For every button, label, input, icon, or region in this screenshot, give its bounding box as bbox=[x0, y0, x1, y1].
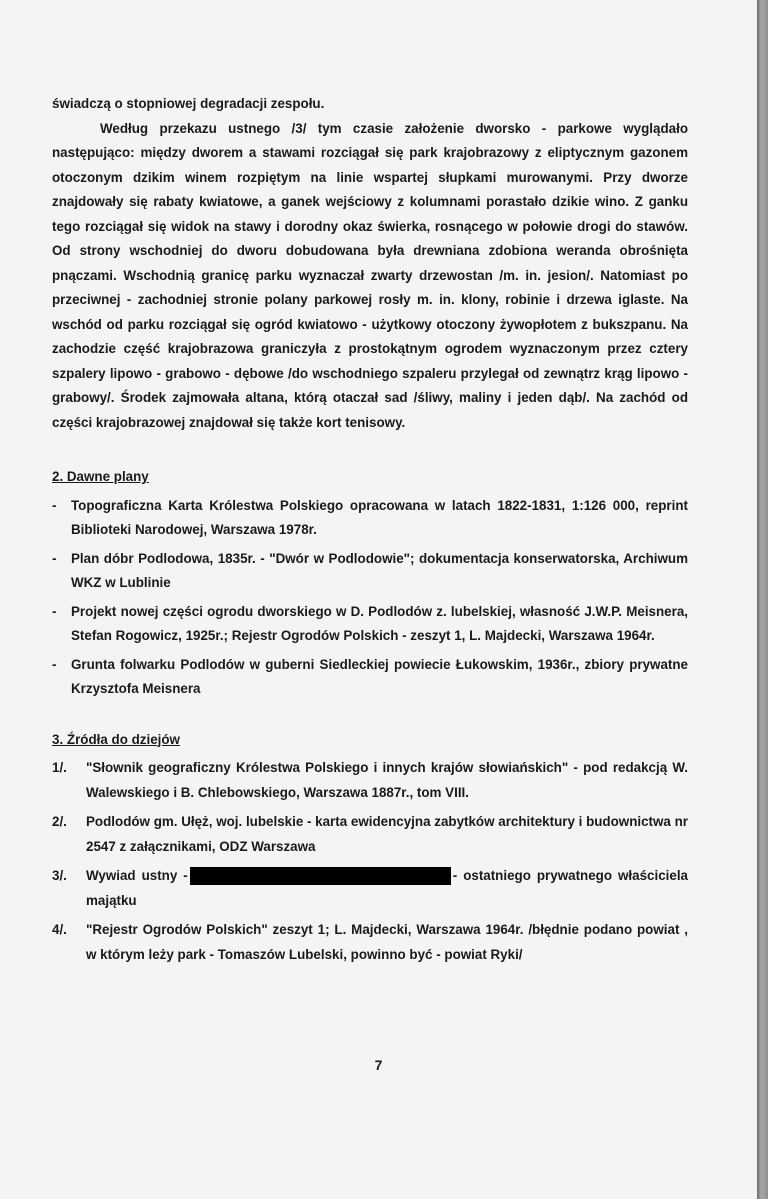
list-item-text: "Rejestr Ogrodów Polskich" zeszyt 1; L. Majdecki, Warszawa 1964r. /błędnie podano powiat , w którym leży park - Tomaszów Lubelski, powinno być - powiat Ryki/ bbox=[86, 922, 688, 962]
list-item-text-before: Wywiad ustny - bbox=[86, 868, 188, 883]
list-item-text: Plan dóbr Podlodowa, 1835r. - "Dwór w Podlodowie"; dokumentacja konserwatorska, Archiwum WKZ w Lublinie bbox=[71, 550, 688, 590]
item-number: 3/. bbox=[52, 868, 67, 883]
list-item bbox=[52, 653, 688, 702]
list-item bbox=[52, 864, 688, 913]
list-item-text: Grunta folwarku Podlodów w guberni Siedleckiej powiecie Łukowskim, 1936r., zbiory prywatne Krzysztofa Meisnera bbox=[71, 656, 688, 696]
main-paragraph: Według przekazu ustnego /3/ tym czasie założenie dworsko - parkowe wyglądało następująco: między dworem a stawami rozciągał się park krajobrazowy z eliptycznym gazonem otoczonym dzikim winem rozpiętym na linie wspartej słupkami murowanymi. Przy dworze znajdowały się rabaty kwiatowe, a ganek wejściowy z kolumnami porastało dzikie wino. Z ganku tego rozciągał się widok na stawy i dorodny okaz świerka, rosnącego w połowie drogi do stawów. Od strony wschodniej do dworu dobudowana była drewniana zdobiona weranda obrośnięta pnączami. Wschodnią granicę parku wyznaczał zwarty drzewostan /m. in. jesion/. Natomiast po przeciwnej - zachodniej stronie polany parkowej rosły m. in. klony, robinie i drzewa iglaste. Na wschód od parku rozciągał się ogród kwiatowo - użytkowy otoczony żywopłotem z bukszpanu. Na zachodzie część krajobrazowa graniczyła z prostokątnym ogrodem wyznaczonym przez cztery szpalery lipowo - grabowo - dębowe /do wschodniego szpaleru przylegał od zewnątrz krąg lipowo - grabowy/. Środek zajmowała altana, którą otaczał sad /śliwy, maliny i jeden dąb/. Na zachód od części krajobrazowej znajdował się także kort tenisowy. bbox=[52, 120, 688, 430]
list-item bbox=[52, 810, 688, 859]
list-item-text: Topograficzna Karta Królestwa Polskiego opracowana w latach 1822-1831, 1:126 000, reprint Biblioteki Narodowej, Warszawa 1978r. bbox=[71, 497, 688, 537]
list-item bbox=[52, 494, 688, 543]
list-item bbox=[52, 756, 688, 805]
list-item bbox=[52, 918, 688, 967]
dash-marker: - bbox=[52, 603, 57, 619]
old-plans-list bbox=[52, 494, 688, 702]
list-item bbox=[52, 547, 688, 596]
section-heading-old-plans: 2. Dawne plany bbox=[52, 469, 149, 484]
list-item-text: Podlodów gm. Ułęż, woj. lubelskie - karta ewidencyjna zabytków architektury i budownictwa nr 2547 z załącznikami, ODZ Warszawa bbox=[86, 814, 688, 854]
page-content bbox=[52, 92, 688, 972]
dash-marker: - bbox=[52, 550, 57, 566]
dash-marker: - bbox=[52, 497, 57, 513]
scan-edge bbox=[757, 0, 768, 1199]
dash-marker: - bbox=[52, 656, 57, 672]
redaction-bar bbox=[190, 867, 451, 885]
list-item-text: Projekt nowej części ogrodu dworskiego w D. Podlodów z. lubelskiej, własność J.W.P. Meisnera, Stefan Rogowicz, 1925r.; Rejestr Ogrodów Polskich - zeszyt 1, L. Majdecki, Warszawa 1964r. bbox=[71, 603, 688, 643]
list-item bbox=[52, 600, 688, 649]
sources-list bbox=[52, 756, 688, 967]
item-number: 4/. bbox=[52, 922, 67, 937]
item-number: 2/. bbox=[52, 814, 67, 829]
item-number: 1/. bbox=[52, 760, 67, 775]
page-number: 7 bbox=[374, 1057, 383, 1073]
list-item-text-after: - ostatniego prywatnego właściciela majątku bbox=[86, 868, 688, 908]
section-heading-sources: 3. Źródła do dziejów bbox=[52, 731, 180, 747]
list-item-text: "Słownik geograficzny Królestwa Polskiego i innych krajów słowiańskich" - pod redakcją W. Walewskiego i B. Chlebowskiego, Warszawa 1887r., tom VIII. bbox=[86, 760, 688, 800]
intro-paragraph: świadczą o stopniowej degradacji zespołu. bbox=[52, 96, 325, 111]
